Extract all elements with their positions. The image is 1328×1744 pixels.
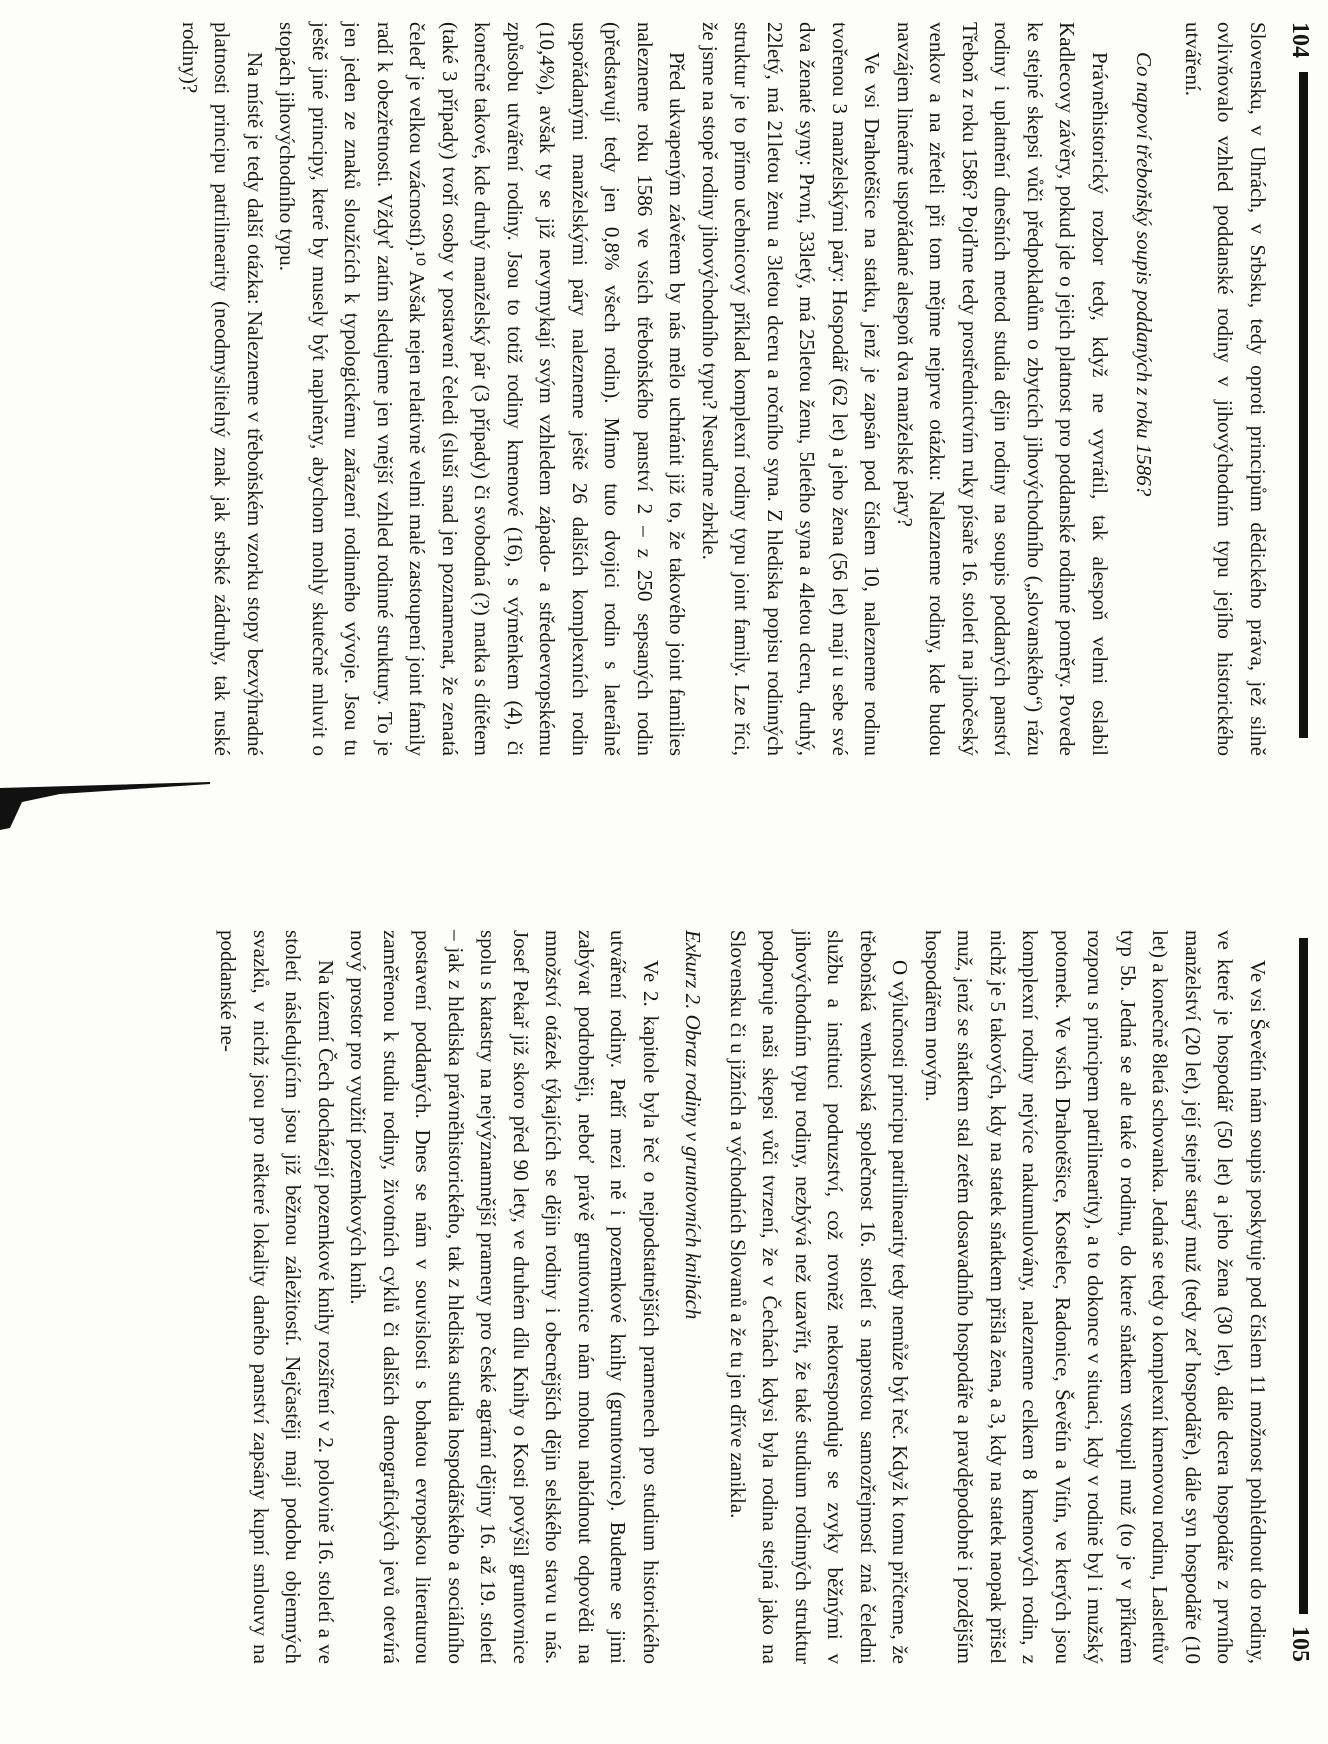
paragraph: Ve 2. kapitole byla řeč o nejpodstatnějších pramenech pro studium historického utváření rodiny. Patří mezi ně i pozemkové knihy (gruntovnice). Budeme se jimi zabývat podrobněji, neboť právě gruntovnice nám mohou nabídnout odpovědi na množství otázek týkajících se dějin rodiny i obecnějších dějin selského stavu u nás. Josef Pekař již skoro před 90 lety, ve druhém dílu Knihy o Kosti povýšil gruntovnice spolu s katastry na nejvýznamnější prameny pro české agrární dějiny 16. až 19. století – jak z hlediska právněhistorického, tak z hlediska studia hospodářského a sociálního postavení poddaných. Dnes se nám v souvislosti s bohatou evropskou literaturou zaměřenou k studiu rodiny, životních cyklů či dalších demografických jevů otevírá nový prostor pro využití pozemkových knih. — [346, 930, 663, 1664]
page-header — [1278, 918, 1318, 1678]
paragraph: Na místě je tedy další otázka: Nalezneme v třeboňském vzorku stopy bezvýhradné platnosti principu patrilinearity (neodmyslitelný znak jak srbské zádruhy, tak ruské rodiny)? — [178, 22, 267, 756]
paragraph: Ve vsi Drahotěšice na statku, jenž je zapsán pod číslem 10, nalezneme rodinu tvořenou 3 manželskými páry: Hospodář (62 let) a jeho žena (56 let) mají u sebe své dva ženaté syny: První, 33letý, má 25letou ženu, 5letého syna a 4letou dceru, druhý, 22letý, má 21letou ženu a 3letou dceru a ročního syna. Z hlediska popisu rodinných struktur je to přímo učebnicový příklad komplexní rodiny typu joint family. Lze říci, že jsme na stopě rodiny jihovýchodního typu? Nesuďme zbrkle. — [698, 22, 885, 756]
paragraph: Ve vsi Ševětín nám soupis poskytuje pod číslem 11 možnost pohlédnout do rodiny, ve které je hospodář (50 let) a jeho žena (30 let), dále dcera hospodáře z prvního manželství (20 let), její stejně starý muž (tedy zeť hospodáře), dále syn hospodáře (10 let) a konečně 8letá schovanka. Jedná se tedy o komplexní kmenovou rodinu, Laslettův typ 5b. Jedná se ale také o rodinu, do které sňatkem vstoupil muž (to je v příkrém rozporu s principem patrilinearity), a to dokonce v situaci, kdy v rodině byl i mužský potomek. Ve vsích Drahotěšice, Kostelec, Radonice, Ševětín a Vitín, ve kterých jsou komplexní rodiny nejvíce nakumulovány, nalezneme celkem 8 kmenových rodin, z nichž je 5 takových, kdy na statek sňatkem přišla žena, a 3, kdy na statek naopak přišel muž, jenž se sňatkem stal zetěm dosavadního hospodáře a pravděpodobně i pozdějším hospodářem novým. — [921, 930, 1270, 1664]
header-rule — [1299, 72, 1308, 738]
page-header — [1278, 10, 1318, 770]
left-page — [0, 10, 1318, 770]
page-number: 105 — [1287, 1626, 1313, 1662]
page-body — [212, 918, 1278, 1678]
paragraph: O výlučnosti principu patrilinearity tedy nemůže být řeč. Když k tomu přičteme, že třeboňská venkovská společnost 16. století s naprostou samozřejmostí zná čeledni službu a instituci podruzství, což rovněž nekoresponduje se zvyky běžnými v jihovýchodním typu rodiny, nezbývá než uzavřít, že také studium rodinných struktur podporuje naši skepsi vůči tvrzení, že v Čechách kdysi byla rodina stejná jako na Slovensku či u jižních a východních Slovanů a že tu jen dříve zanikla. — [726, 930, 913, 1664]
binding-shadow — [0, 780, 210, 830]
section-heading: Exkurz 2. Obraz rodiny v gruntovních knihách — [681, 930, 706, 1320]
header-rule — [1299, 938, 1308, 1614]
paragraph: Na území Čech docházejí pozemkové knihy rozšíření v 2. polovině 16. století a ve století následujícím jsou již běžnou záležitostí. Nejčastěji mají podobu objemných svazků, v nichž jsou pro některé lokality daného panství zapsány kupní smlouvy na poddanské ne- — [216, 930, 338, 1664]
section-heading: Co napoví třeboňský soupis poddaných z roku 1586? — [1132, 52, 1157, 497]
right-page — [0, 918, 1318, 1678]
page-body — [174, 10, 1279, 770]
paragraph: Právněhistorický rozbor tedy, když ne vyvrátil, tak alespoň velmi oslabil Kadlecovy závěry, pokud jde o jejich platnost pro poddanské rodinné poměry. Povede ke stejné skepsi vůči předpokladům o zbytcích jihovýchodního („slovanského“) rázu rodiny i uplatnění dnešních metod studia dějin rodiny na soupis poddaných panství Třeboň z roku 1586? Pojďme tedy prostřednictvím ruky písaře 16. století na jihočeský venkov a na zřeteli při tom mějme nejprve otázku: Nalezneme rodiny, kde budou navzájem lineárně uspořádané alespoň dva manželské páry? — [893, 22, 1112, 756]
page-number: 104 — [1287, 22, 1313, 58]
paragraph: Před ukvapeným závěrem by nás mělo uchránit již to, že takového joint families nalezneme roku 1586 ve vsích třeboňského panství 2 – z 250 sepsaných rodin (představují tedy jen 0,8% všech rodin). Mimo tuto dvojici rodin s laterálně uspořádanými manželskými páry nalezneme ještě 26 dalších komplexních rodin (10,4%), avšak ty se již nevymykají svým vzhledem západo- a středoevropskému způsobu utváření rodiny. Jsou to totiž rodiny kmenové (16), s výměnkem (4), či konečně takové, kde druhý manželský pár (3 případy) či svobodná (?) matka s dítětem (také 3 případy) tvoří osoby v postavení čeledi (sluší snad jen poznamenat, že zenatá čeleď je velkou vzácností).¹⁰ Avšak nejen relativně velmi malé zastoupení joint family radí k obezřetnosti. Vždyť zatím sledujeme jen vnější vzhled rodinné struktury. To je jen jeden ze znaků sloužících k typologickému zařazení rodinného vývoje. Jsou tu ještě jiné principy, které by musely být naplněny, abychom mohly skutečně mluvit o stopách jihovýchodního typu. — [275, 22, 690, 756]
paragraph: Slovensku, v Uhrách, v Srbsku, tedy oproti principům dědického práva, jež silně ovlivňovalo vzhled poddanské rodiny v jihovýchodním typu jejího historického utváření. — [1181, 22, 1270, 756]
